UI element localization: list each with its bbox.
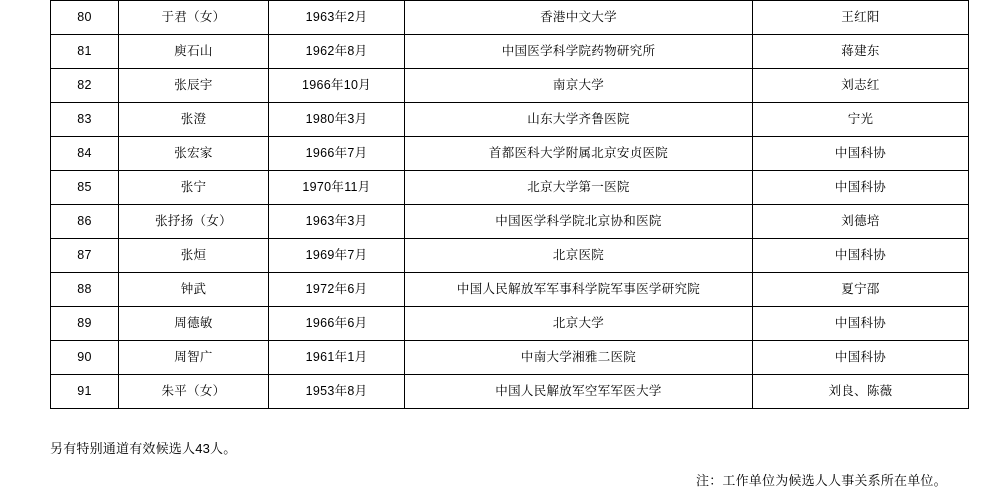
row-organization: 北京大学第一医院 (405, 171, 753, 205)
row-organization: 中国医学科学院北京协和医院 (405, 205, 753, 239)
row-birth: 1969年7月 (269, 239, 405, 273)
table-row (51, 35, 969, 69)
row-number: 89 (51, 307, 119, 341)
row-birth: 1972年6月 (269, 273, 405, 307)
table-row (51, 103, 969, 137)
row-recommender: 刘志红 (753, 69, 969, 103)
row-number: 88 (51, 273, 119, 307)
table-row (51, 205, 969, 239)
row-number: 85 (51, 171, 119, 205)
row-recommender: 宁光 (753, 103, 969, 137)
row-number: 84 (51, 137, 119, 171)
candidates-table (50, 0, 969, 409)
row-name: 庾石山 (119, 35, 269, 69)
table-row (51, 273, 969, 307)
row-organization: 首都医科大学附属北京安贞医院 (405, 137, 753, 171)
row-recommender: 王红阳 (753, 1, 969, 35)
row-birth: 1980年3月 (269, 103, 405, 137)
row-birth: 1966年7月 (269, 137, 405, 171)
row-organization: 香港中文大学 (405, 1, 753, 35)
row-name: 朱平（女） (119, 375, 269, 409)
row-recommender: 中国科协 (753, 171, 969, 205)
row-recommender: 蒋建东 (753, 35, 969, 69)
row-organization: 北京大学 (405, 307, 753, 341)
table-row (51, 341, 969, 375)
row-number: 90 (51, 341, 119, 375)
footnote-special-channel: 另有特别通道有效候选人43人。 (50, 441, 237, 456)
table-row (51, 171, 969, 205)
row-name: 周智广 (119, 341, 269, 375)
footnote-note: 注：工作单位为候选人人事关系所在单位。 (696, 473, 947, 488)
row-recommender: 中国科协 (753, 307, 969, 341)
row-organization: 中国人民解放军空军军医大学 (405, 375, 753, 409)
table-row (51, 137, 969, 171)
row-number: 83 (51, 103, 119, 137)
table-row (51, 1, 969, 35)
row-number: 91 (51, 375, 119, 409)
row-birth: 1970年11月 (269, 171, 405, 205)
row-organization: 北京医院 (405, 239, 753, 273)
row-name: 张烜 (119, 239, 269, 273)
row-name: 钟武 (119, 273, 269, 307)
row-birth: 1963年3月 (269, 205, 405, 239)
row-name: 张宁 (119, 171, 269, 205)
table-row (51, 69, 969, 103)
row-name: 于君（女） (119, 1, 269, 35)
row-number: 86 (51, 205, 119, 239)
row-recommender: 刘德培 (753, 205, 969, 239)
row-organization: 中国人民解放军军事科学院军事医学研究院 (405, 273, 753, 307)
row-number: 80 (51, 1, 119, 35)
row-number: 87 (51, 239, 119, 273)
table-row (51, 239, 969, 273)
table-row (51, 307, 969, 341)
row-name: 张澄 (119, 103, 269, 137)
row-organization: 中南大学湘雅二医院 (405, 341, 753, 375)
row-birth: 1961年1月 (269, 341, 405, 375)
row-birth: 1966年10月 (269, 69, 405, 103)
row-name: 张辰宇 (119, 69, 269, 103)
row-name: 张宏家 (119, 137, 269, 171)
row-recommender: 夏宁邵 (753, 273, 969, 307)
row-recommender: 中国科协 (753, 341, 969, 375)
row-birth: 1966年6月 (269, 307, 405, 341)
row-birth: 1953年8月 (269, 375, 405, 409)
candidates-table-body (51, 1, 969, 409)
table-row (51, 375, 969, 409)
row-recommender: 刘良、陈薇 (753, 375, 969, 409)
row-number: 81 (51, 35, 119, 69)
row-number: 82 (51, 69, 119, 103)
row-organization: 中国医学科学院药物研究所 (405, 35, 753, 69)
row-name: 张抒扬（女） (119, 205, 269, 239)
row-recommender: 中国科协 (753, 239, 969, 273)
row-birth: 1962年8月 (269, 35, 405, 69)
row-birth: 1963年2月 (269, 1, 405, 35)
row-recommender: 中国科协 (753, 137, 969, 171)
row-name: 周德敏 (119, 307, 269, 341)
row-organization: 山东大学齐鲁医院 (405, 103, 753, 137)
row-organization: 南京大学 (405, 69, 753, 103)
